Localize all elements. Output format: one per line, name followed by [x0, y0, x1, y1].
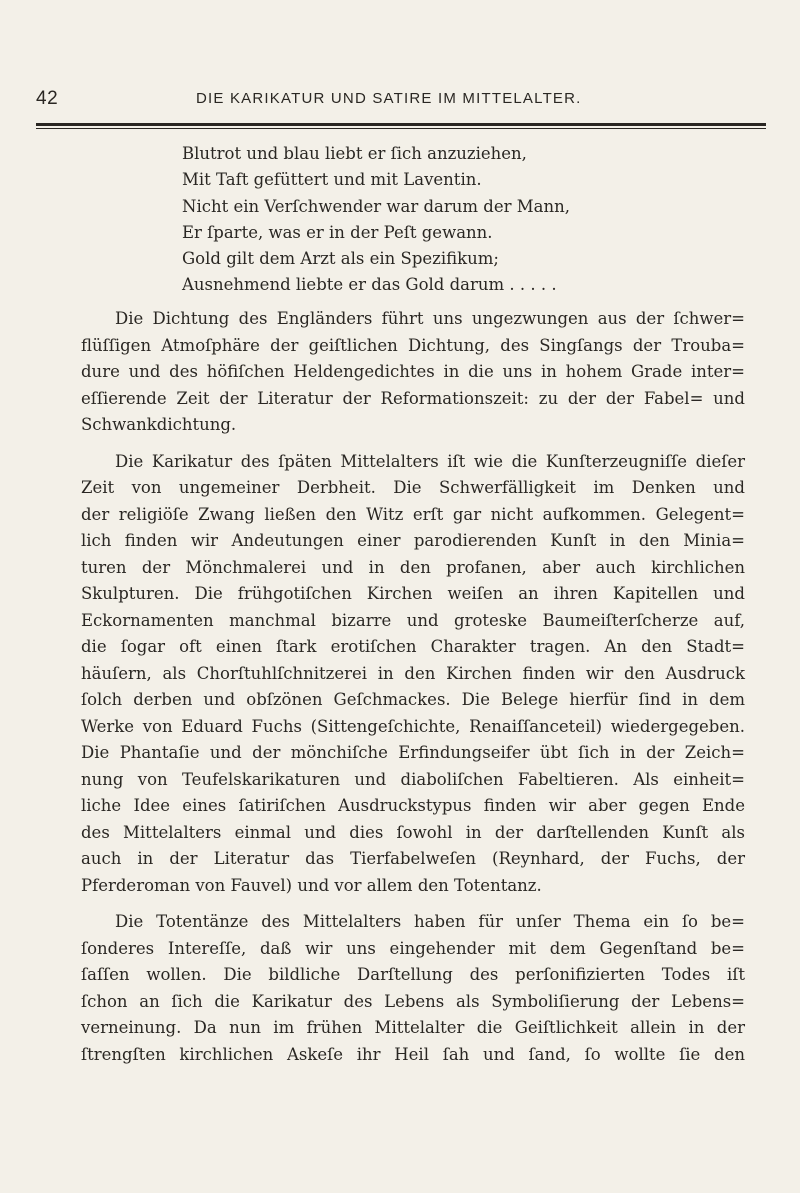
text-line: verneinung. Da nun im frühen Mittelalter die Geiſtlichkeit allein in der	[81, 1018, 745, 1037]
text-line: Pferderoman von Fauvel) und vor allem den Totentanz.	[81, 875, 542, 895]
verse-line: Gold gilt dem Arzt als ein Spezifikum;	[182, 249, 499, 269]
verse-line: Nicht ein Verſchwender war darum der Mann,	[182, 196, 570, 216]
verse-line: Ausnehmend liebte er das Gold darum . . . . .	[182, 275, 557, 295]
text-line: Schwankdichtung.	[81, 415, 237, 434]
verse-quotation	[182, 141, 742, 299]
text-line: nung von Teufelskarikaturen und diaboliſchen Fabeltieren. Als einheit=	[81, 769, 745, 789]
header-rule-thin	[36, 128, 766, 129]
text-line: lich finden wir Andeutungen einer parodierenden Kunſt in den Minia=	[81, 531, 745, 550]
text-line: Eckornamenten manchmal bizarre und groteske Baumeiſterſcherze auf,	[81, 610, 745, 630]
text-line: dure und des höfiſchen Heldengedichtes in die uns in hohem Grade inter=	[81, 362, 745, 381]
body-text	[81, 306, 745, 1068]
text-line: liche Idee eines ſatiriſchen Ausdruckstypus finden wir aber gegen Ende	[81, 796, 745, 815]
text-line: flüſſigen Atmoſphäre der geiſtlichen Dichtung, des Singſangs der Trouba=	[81, 335, 745, 355]
verse-line: Blutrot und blau liebt er ſich anzuziehen,	[182, 144, 527, 163]
text-line: Die Totentänze des Mittelalters haben für unſer Thema ein ſo be=	[115, 912, 745, 931]
text-line: Die Dichtung des Engländers führt uns ungezwungen aus der ſchwer=	[115, 309, 745, 328]
text-line: ſolch derben und obſzönen Geſchmackes. Die Belege hierfür ſind in dem	[81, 690, 745, 709]
text-line: turen der Mönchmalerei und in den profanen, aber auch kirchlichen	[81, 557, 745, 577]
text-line: auch in der Literatur das Tierfabelweſen (Reynhard, der Fuchs, der	[81, 849, 745, 868]
text-line: ſonderes Intereſſe, daß wir uns eingehender mit dem Gegenſtand be=	[81, 938, 745, 958]
text-line: Die Karikatur des ſpäten Mittelalters iſt wie die Kunſterzeugniſſe dieſer	[115, 451, 745, 471]
text-line: ſchon an ſich die Karikatur des Lebens als Symboliſierung der Lebens=	[81, 991, 745, 1011]
text-line: des Mittelalters einmal und dies ſowohl in der darſtellenden Kunſt als	[81, 822, 745, 842]
text-line: ſaſſen wollen. Die bildliche Darſtellung des perſonifizierten Todes iſt	[81, 965, 745, 984]
verse-line: Mit Taft gefüttert und mit Laventin.	[182, 170, 482, 190]
running-title: DIE KARIKATUR UND SATIRE IM MITTELALTER.	[196, 90, 582, 107]
text-line: Zeit von ungemeiner Derbheit. Die Schwerfälligkeit im Denken und	[81, 478, 745, 497]
paragraph	[81, 306, 745, 439]
text-line: Skulpturen. Die frühgotiſchen Kirchen weiſen an ihren Kapitellen und	[81, 584, 745, 603]
text-line: eſſierende Zeit der Literatur der Reformationszeit: zu der der Fabel= und	[81, 388, 745, 408]
text-line: der religiöſe Zwang ließen den Witz erſt gar nicht aufkommen. Gelegent=	[81, 504, 745, 524]
text-line: Die Phantaſie und der mönchiſche Erfindungseifer übt ſich in der Zeich=	[81, 743, 745, 762]
page-number: 42	[36, 88, 59, 109]
text-line: Werke von Eduard Fuchs (Sittengeſchichte, Renaiſſanceteil) wiedergegeben.	[81, 716, 745, 736]
page-header	[36, 88, 766, 114]
text-line: ſtrengſten kirchlichen Askeſe ihr Heil ſah und ſand, ſo wollte ſie den	[81, 1044, 745, 1064]
text-line: häuſern, als Chorſtuhlſchnitzerei in den Kirchen finden wir den Ausdruck	[81, 663, 745, 683]
verse-line: Er ſparte, was er in der Peſt gewann.	[182, 222, 493, 242]
paragraph	[81, 449, 745, 900]
header-rule-thick	[36, 123, 766, 126]
text-line: die ſogar oft einen ſtark erotiſchen Charakter tragen. An den Stadt=	[81, 637, 745, 656]
paragraph	[81, 909, 745, 1068]
